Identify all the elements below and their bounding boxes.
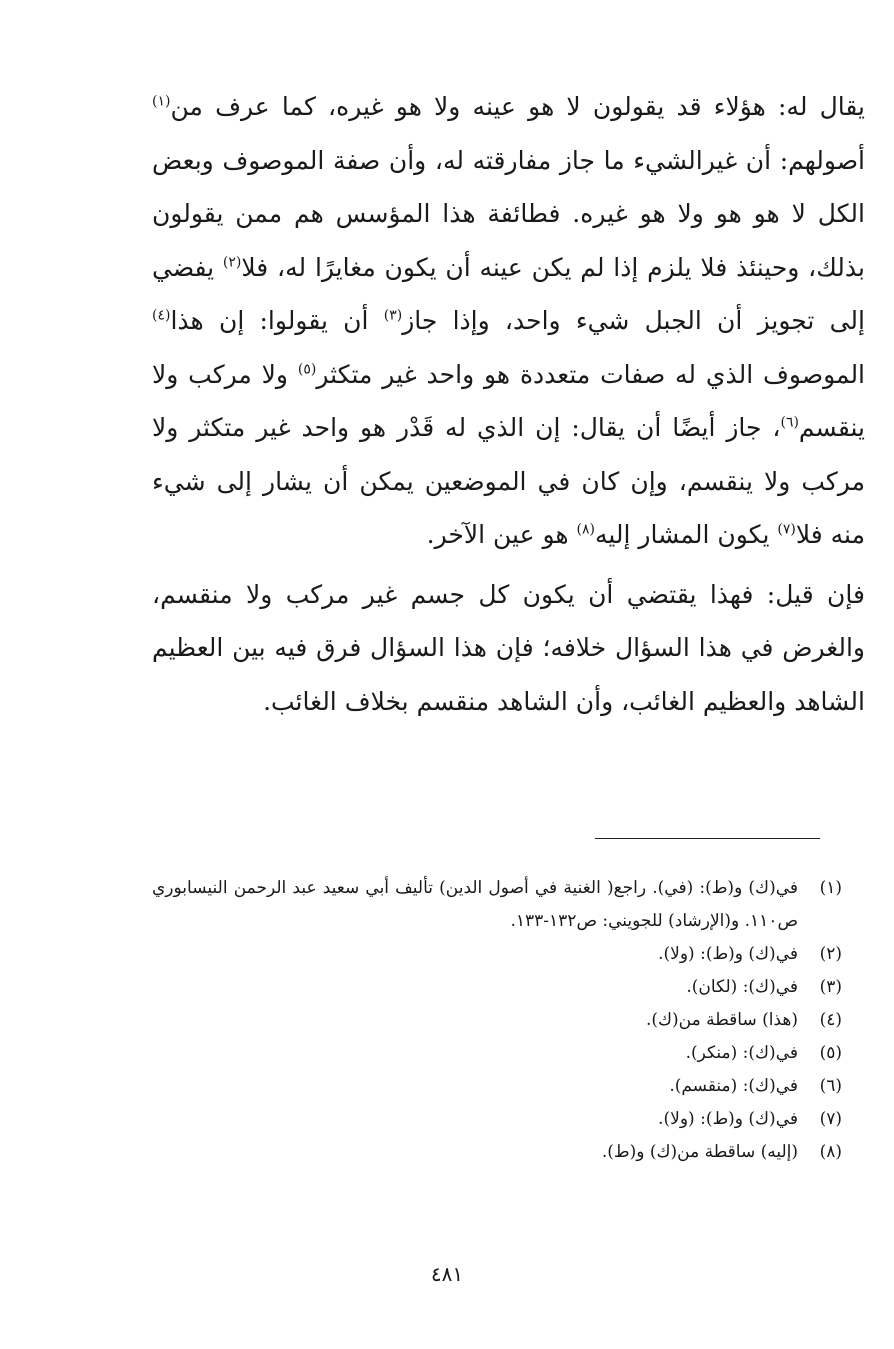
footnote-marker: (١) <box>152 93 171 110</box>
footnote-marker: (٧) <box>777 521 796 538</box>
footnote-number: (٤) <box>819 1010 842 1030</box>
paragraph-text: أصولهم: أن غيرالشيء ما جاز مفارقته له، وأن صفة الموصوف وبعض الكل لا هو هو ولا هو غيره. فطائفة هذا المؤسس هم ممن يقولون بذلك، وحينئذ فلا يلزم إذا لم يكن عينه أن يكون مغايرًا له، فلا <box>152 145 865 282</box>
footnote-marker: (٤) <box>152 307 171 324</box>
footnote-number: (٥) <box>819 1043 842 1063</box>
paragraph-text: يفضي إلى تجويز أن الجبل شيء واحد، وإذا جاز <box>152 252 865 335</box>
footnote <box>152 938 842 971</box>
footnote-text: في(ك) و(ط): (في). راجع( الغنية في أصول الدين) تأليف أبي سعيد عبد الرحمن النيسابوري ص١١٠. و(الإرشاد) للجويني: ص١٣٢-١٣٣. <box>152 878 798 931</box>
footnote-number: (٦) <box>819 1076 842 1096</box>
footnote-marker: (٥) <box>297 361 317 378</box>
footnote-number: (٨) <box>819 1142 842 1162</box>
footnote-text: في(ك): (منقسم). <box>669 1076 798 1096</box>
page-number: ٤٨١ <box>430 1262 464 1286</box>
footnote-marker: (٣) <box>383 307 403 324</box>
footnote <box>152 1037 842 1070</box>
footnote <box>152 1070 842 1103</box>
footnote-text: في(ك): (منكر). <box>685 1043 798 1063</box>
footnote-marker: (٨) <box>576 521 595 538</box>
footnote-number: (٧) <box>819 1109 842 1129</box>
footnote-separator <box>595 838 820 839</box>
paragraph-text: يكون المشار إليه <box>594 520 778 549</box>
main-text <box>152 80 865 728</box>
paragraph <box>152 80 865 562</box>
footnote <box>152 1103 842 1136</box>
footnote <box>152 971 842 1004</box>
footnote <box>152 872 842 938</box>
footnote-text: في(ك) و(ط): (ولا). <box>658 1109 798 1129</box>
footnote-text: (إليه) ساقطة من(ك) و(ط). <box>601 1142 798 1162</box>
footnote-text: في(ك): (لكان). <box>686 977 798 997</box>
paragraph <box>152 568 865 729</box>
footnote-marker: (٢) <box>222 254 242 271</box>
paragraph-text: يقال له: هؤلاء قد يقولون لا هو عينه ولا هو غيره، كما عرف من <box>170 92 865 121</box>
paragraph-text: الموصوف الذي له صفات متعددة هو واحد غير متكثر <box>316 359 866 389</box>
footnote <box>152 1136 842 1169</box>
footnote-text: في(ك) و(ط): (ولا). <box>658 944 798 964</box>
footnote-number: (١) <box>819 878 842 898</box>
footnote-text: (هذا) ساقطة من(ك). <box>645 1010 798 1030</box>
footnote <box>152 1004 842 1037</box>
paragraph-text: ، جاز أيضًا أن يقال: إن الذي له قَدْر هو واحد غير متكثر ولا مركب ولا ينقسم، وإن كان في الموضعين يمكن أن يشار إلى شيء منه فلا <box>152 413 865 549</box>
footnotes-list <box>152 872 842 1169</box>
paragraph-text: فإن قيل: فهذا يقتضي أن يكون كل جسم غير مركب ولا منقسم، والغرض في هذا السؤال خلافه؛ فإن هذا السؤال فرق فيه بين العظيم الشاهد والعظيم الغائب، وأن الشاهد منقسم بخلاف الغائب. <box>152 579 865 716</box>
footnote-number: (٣) <box>819 977 842 997</box>
paragraph-text: أن يقولوا: إن هذا <box>170 306 384 335</box>
footnote-number: (٢) <box>819 944 842 964</box>
footnote-marker: (٦) <box>780 414 799 431</box>
paragraph-text: هو عين الآخر. <box>426 520 577 549</box>
paragraph-text: ولا مركب ولا ينقسم <box>152 359 865 442</box>
